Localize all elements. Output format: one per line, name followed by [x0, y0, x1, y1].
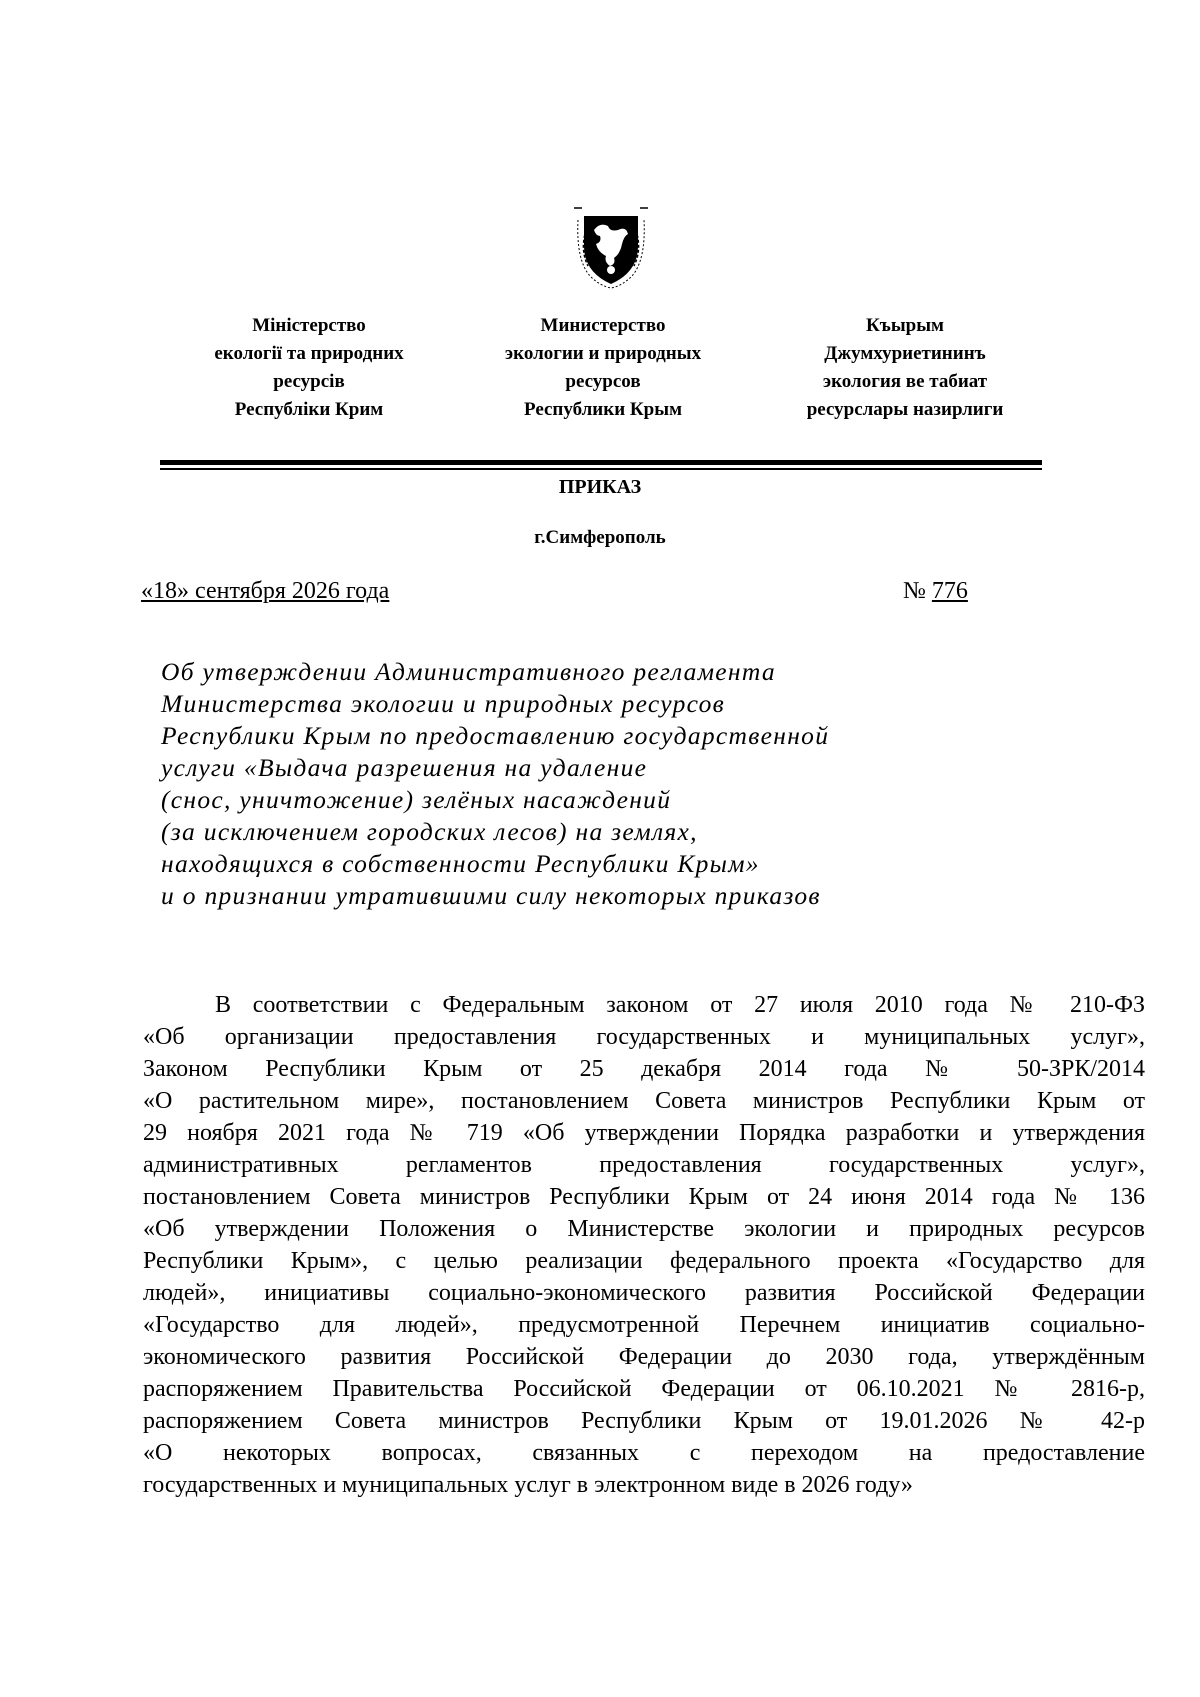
body-line: постановлением Совета министров Республики Крым от 24 июня 2014 года № 136	[143, 1184, 1145, 1210]
body-line: 29 ноября 2021 года № 719 «Об утверждении Порядка разработки и утверждения	[143, 1120, 1145, 1146]
subject-line: находящихся в собственности Республики Крым»	[161, 849, 760, 878]
body-line: распоряжением Правительства Российской Федерации от 06.10.2021 № 2816-р,	[143, 1376, 1145, 1402]
body-line: Республики Крым», с целью реализации федерального проекта «Государство для	[143, 1248, 1145, 1274]
ministry-ru-line: Министерство	[540, 315, 666, 336]
order-date: «18» сентября 2026 года	[141, 578, 390, 604]
body-line: «Государство для людей», предусмотренной Перечнем инициатив социально-	[143, 1312, 1145, 1338]
ministry-name-ukrainian	[174, 312, 444, 424]
ministry-crh-line: экология ве табиат	[822, 371, 988, 392]
subject-line: (снос, уничтожение) зелёных насаждений	[161, 785, 672, 814]
subject-line: услуги «Выдача разрешения на удаление	[161, 753, 648, 782]
ministry-crh-line: Къырым	[865, 315, 945, 336]
body-line: распоряжением Совета министров Республики Крым от 19.01.2026 № 42-р	[143, 1408, 1145, 1434]
subject-line: (за исключением городских лесов) на землях,	[161, 817, 698, 846]
body-line: «О некоторых вопросах, связанных с переходом на предоставление	[143, 1440, 1145, 1466]
order-number	[903, 578, 968, 605]
body-line: экономического развития Российской Федерации до 2030 года, утверждённым	[143, 1344, 1145, 1370]
header-divider-thick	[160, 460, 1042, 465]
coat-of-arms-icon	[570, 200, 652, 290]
body-line: людей», инициативы социально-экономического развития Российской Федерации	[143, 1280, 1145, 1306]
ministry-name-russian	[468, 312, 738, 424]
subject-line: и о признании утратившими силу некоторых приказов	[161, 881, 821, 910]
header-divider-thin	[160, 468, 1042, 470]
subject-line: Республики Крым по предоставлению государственной	[161, 721, 830, 750]
ministry-ua-line: екології та природних	[214, 343, 404, 364]
order-title: ПРИКАЗ	[558, 476, 642, 498]
subject-line: Министерства экологии и природных ресурсов	[161, 689, 726, 718]
ministry-ua-line: Республіки Крим	[234, 399, 384, 420]
ministry-crh-line: Джумхуриетининъ	[824, 343, 986, 364]
body-line: административных регламентов предоставления государственных услуг»,	[143, 1152, 1145, 1178]
order-number-value: 776	[931, 578, 968, 604]
body-line: государственных и муниципальных услуг в электронном виде в 2026 году»	[143, 1472, 913, 1498]
ministry-ua-line: Міністерство	[252, 315, 366, 336]
ministry-ua-line: ресурсів	[273, 371, 345, 392]
body-line: «Об утверждении Положения о Министерстве экологии и природных ресурсов	[143, 1216, 1145, 1242]
order-city: г.Симферополь	[534, 527, 666, 548]
order-number-prefix: №	[903, 578, 932, 604]
ministry-ru-line: Республики Крым	[523, 399, 683, 420]
order-body-paragraph	[143, 989, 1145, 1501]
body-line: Законом Республики Крым от 25 декабря 2014 года № 50-ЗРК/2014	[143, 1056, 1145, 1082]
body-line: В соответствии с Федеральным законом от 27 июля 2010 года № 210-ФЗ	[215, 992, 1145, 1018]
body-line: «О растительном мире», постановлением Совета министров Республики Крым от	[143, 1088, 1145, 1114]
ministry-ru-line: экологии и природных	[504, 343, 702, 364]
order-subject	[161, 656, 829, 912]
body-line: «Об организации предоставления государственных и муниципальных услуг»,	[143, 1024, 1145, 1050]
ministry-crh-line: ресурслары назирлиги	[806, 399, 1004, 420]
ministry-name-crimean-tatar	[770, 312, 1040, 424]
subject-line: Об утверждении Административного регламента	[161, 657, 776, 686]
ministry-ru-line: ресурсов	[565, 371, 641, 392]
